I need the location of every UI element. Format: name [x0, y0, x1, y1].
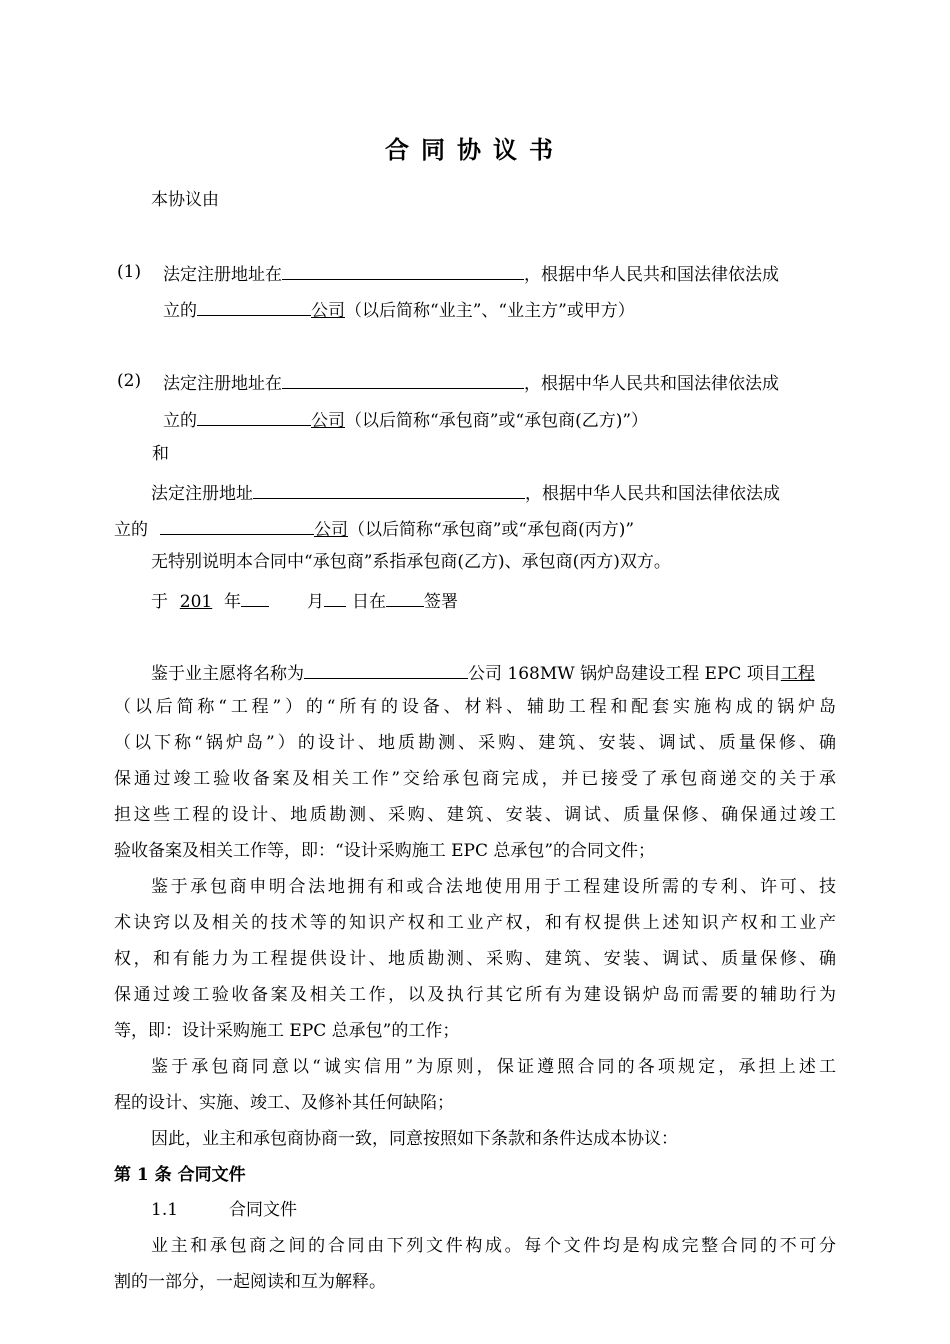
para1-project: 公司 168MW 锅炉岛建设工程 EPC 项目: [468, 664, 781, 684]
para1-line2: （以后简称“工程”）的“所有的设备、材料、辅助工程和配套实施构成的锅炉岛: [114, 697, 836, 717]
para2-line4: 保通过竣工验收备案及相关工作，以及执行其它所有为建设锅炉岛而需要的辅助行为: [114, 985, 836, 1005]
date-day-label: 日在: [352, 592, 386, 612]
date-month-label: 月: [307, 592, 324, 612]
para5-line2: 割的一部分，一起阅读和互为解释。: [114, 1272, 386, 1292]
party3-line2: [114, 516, 634, 538]
party1-established-label: 立的: [163, 301, 197, 321]
para2-line3: 权，和有能力为工程提供设计、地质勘测、采购、建筑、安装、调试、质量保修、确: [114, 949, 836, 969]
party1-address-blank: [282, 261, 524, 280]
party2-alias-text: （以后简称“承包商”或“承包商(乙方)”）: [345, 411, 649, 431]
party2-line1: [163, 370, 779, 392]
section-1-1-number: 1.1: [151, 1200, 179, 1220]
party3-law-text: ，根据中华人民共和国法律依法成: [525, 484, 780, 504]
para5-line1: 业主和承包商之间的合同由下列文件构成。每个文件均是构成完整合同的不可分: [151, 1236, 836, 1256]
party1-address-label: 法定注册地址在: [163, 265, 282, 285]
para1-line1: [151, 660, 815, 682]
para1-line4: 保通过竣工验收备案及相关工作”交给承包商完成，并已接受了承包商递交的关于承: [114, 769, 836, 789]
para4-text: 因此，业主和承包商协商一致，同意按照如下条款和条件达成本协议：: [151, 1129, 678, 1149]
party2-number: (2): [117, 371, 142, 391]
date-year: 201: [179, 592, 213, 612]
date-line: [151, 588, 458, 610]
party3-established-label: 立的: [114, 520, 148, 540]
party2-law-text: ，根据中华人民共和国法律依法成: [524, 374, 779, 394]
party1-alias-text: （以后简称“业主”、“业主方”或甲方）: [345, 301, 635, 321]
party3-company-blank: [160, 516, 314, 535]
party2-line2: [163, 407, 648, 429]
para1-intro: 鉴于业主愿将名称为: [151, 664, 304, 684]
party3-alias-text: （以后简称“承包商”或“承包商(丙方)”: [348, 520, 635, 540]
para2-line2: 术诀窍以及相关的技术等的知识产权和工业产权，和有权提供上述知识产权和工业产: [114, 913, 836, 933]
party2-address-blank: [282, 370, 524, 389]
intro-text: 本协议由: [151, 190, 219, 210]
date-month-blank: [324, 588, 346, 607]
party3-company-word: 公司: [314, 520, 348, 540]
party1-line1: [163, 261, 779, 283]
para2-line5: 等，即：设计采购施工 EPC 总承包”的工作；: [114, 1021, 460, 1041]
party3-address-label: 法定注册地址: [151, 484, 253, 504]
article1-heading: 第 1 条 合同文件: [114, 1165, 246, 1185]
section-1-1-title: 合同文件: [229, 1200, 297, 1220]
para3-line2: 程的设计、实施、竣工、及修补其任何缺陷；: [114, 1093, 454, 1113]
date-year-blank: [241, 588, 269, 607]
note-text: 无特别说明本合同中“承包商”系指承包商(乙方)、承包商(丙方)双方。: [151, 552, 671, 572]
party2-established-label: 立的: [163, 411, 197, 431]
party1-line2: [163, 297, 635, 319]
document-title: 合同协议书: [385, 135, 565, 164]
para1-project-word: 工程: [780, 664, 815, 684]
para1-line3: （以下称“锅炉岛”）的设计、地质勘测、采购、建筑、安装、调试、质量保修、确: [114, 733, 836, 753]
party1-company-word: 公司: [311, 301, 345, 321]
party3-address-blank: [253, 480, 525, 499]
party2-address-label: 法定注册地址在: [163, 374, 282, 394]
para3-line1: 鉴于承包商同意以“诚实信用”为原则，保证遵照合同的各项规定，承担上述工: [151, 1057, 836, 1077]
para2-line1: 鉴于承包商申明合法地拥有和或合法地使用用于工程建设所需的专利、许可、技: [151, 877, 836, 897]
date-sign-label: 签署: [424, 592, 458, 612]
project-company-blank: [304, 660, 468, 679]
party1-law-text: ，根据中华人民共和国法律依法成: [524, 265, 779, 285]
party2-company-word: 公司: [311, 411, 345, 431]
para1-line6: 验收备案及相关工作等，即：“设计采购施工 EPC 总承包”的合同文件；: [114, 841, 656, 861]
party1-number: (1): [117, 262, 142, 282]
party3-line1: [151, 480, 780, 502]
party1-company-blank: [197, 297, 311, 316]
and-text: 和: [152, 444, 169, 464]
party2-company-blank: [197, 407, 311, 426]
date-prefix: 于: [151, 592, 168, 612]
para1-line5: 担这些工程的设计、地质勘测、采购、建筑、安装、调试、质量保修、确保通过竣工: [114, 805, 836, 825]
date-year-label: 年: [224, 592, 241, 612]
date-place-blank: [386, 588, 424, 607]
